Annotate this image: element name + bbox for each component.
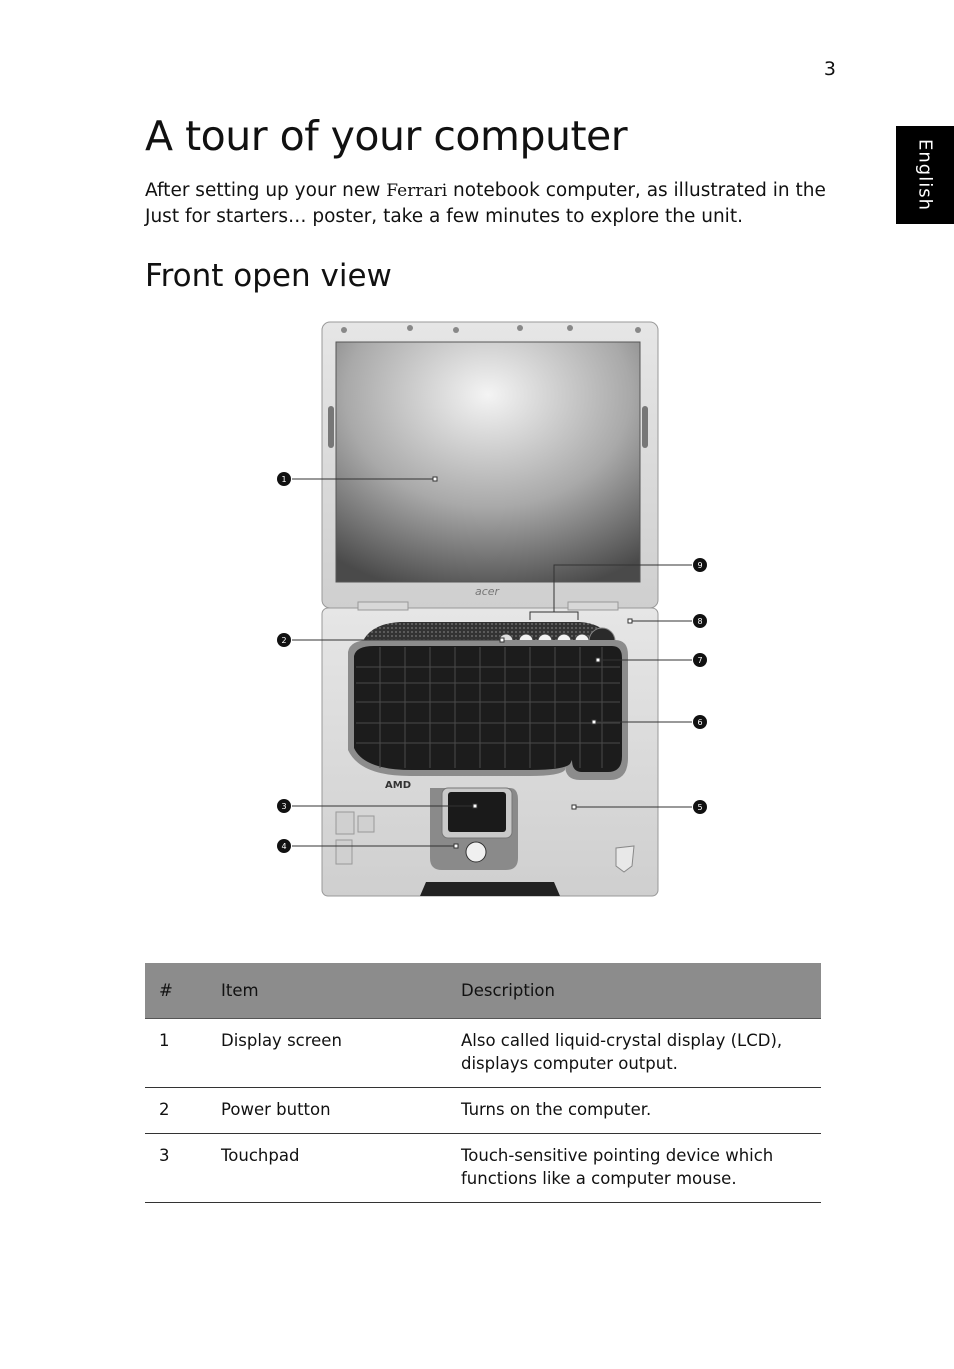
row-description: Touch-sensitive pointing device which functions like a computer mouse. (447, 1134, 821, 1203)
callout-7: 7 (697, 656, 703, 665)
callout-8: 8 (697, 617, 703, 626)
header-num: # (145, 963, 207, 1019)
laptop-illustration (230, 310, 730, 910)
header-description: Description (447, 963, 821, 1019)
callout-3: 3 (281, 802, 287, 811)
callout-1: 1 (281, 475, 287, 484)
scroll-key (466, 842, 486, 862)
page-title: A tour of your computer (145, 112, 628, 160)
callout-5: 5 (697, 803, 703, 812)
intro-paragraph (145, 178, 845, 229)
callout-4: 4 (281, 842, 287, 851)
page-number: 3 (823, 58, 836, 80)
table-row (145, 1019, 821, 1088)
components-table (145, 963, 821, 1203)
table-header-row (145, 963, 821, 1019)
keyboard (354, 646, 622, 772)
row-item: Display screen (207, 1019, 447, 1088)
intro-brand: Ferrari (386, 181, 448, 201)
section-title: Front open view (145, 258, 392, 294)
row-num: 1 (145, 1019, 207, 1088)
laptop-figure (230, 310, 730, 910)
intro-text-1: After setting up your new (145, 180, 387, 201)
language-tab-label: English (914, 139, 936, 211)
display-screen (336, 342, 640, 582)
acer-logo: acer (474, 585, 500, 598)
amd-logo: AMD (385, 780, 411, 791)
row-description: Also called liquid-crystal display (LCD), displays computer output. (447, 1019, 821, 1088)
row-description: Turns on the computer. (447, 1088, 821, 1134)
callout-9: 9 (697, 561, 703, 570)
row-item: Touchpad (207, 1134, 447, 1203)
touchpad (448, 792, 506, 832)
header-item: Item (207, 963, 447, 1019)
intro-text-2: notebook computer, as illustrated in the Just for starters… poster, take a few minutes to explore the unit. (145, 180, 826, 227)
callout-6: 6 (697, 718, 703, 727)
language-tab (896, 126, 954, 224)
row-num: 3 (145, 1134, 207, 1203)
row-item: Power button (207, 1088, 447, 1134)
table-row (145, 1088, 821, 1134)
row-num: 2 (145, 1088, 207, 1134)
callout-2: 2 (281, 636, 287, 645)
table-row (145, 1134, 821, 1203)
